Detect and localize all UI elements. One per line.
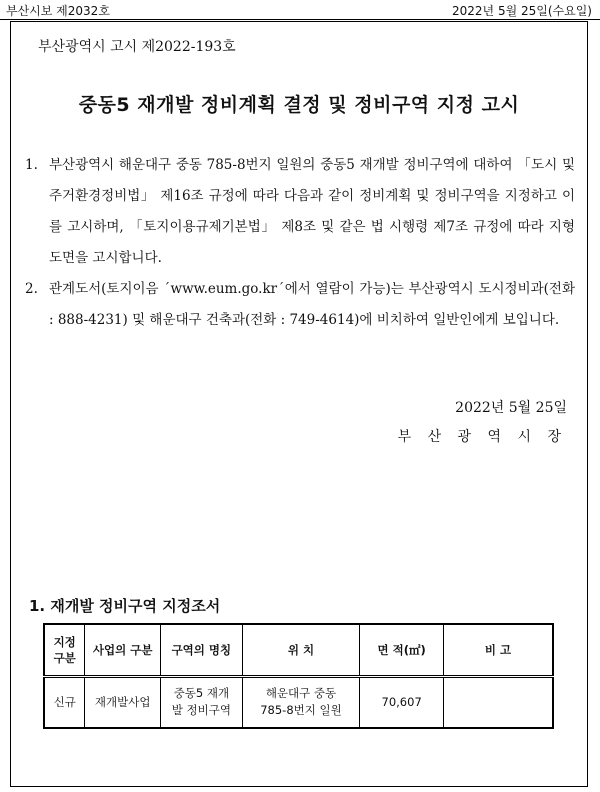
header-location: 위 치 (242, 624, 360, 676)
table-row (44, 676, 553, 728)
item-number: 2. (25, 281, 38, 297)
notice-title: 중동5 재개발 정비계획 결정 및 정비구역 지정 고시 (78, 94, 520, 116)
header-remarks: 비 고 (444, 624, 553, 676)
gazette-issue-number: 부산시보 제2032호 (6, 4, 110, 18)
header-divider (0, 19, 600, 20)
cell-designation-type: 신규 (44, 676, 85, 728)
designation-table (43, 623, 554, 729)
header-designation-type: 지정 구분 (44, 624, 85, 676)
section-title: 1. 재개발 정비구역 지정조서 (29, 597, 221, 615)
cell-remarks (444, 676, 553, 728)
header-area: 면 적(㎡) (360, 624, 444, 676)
cell-zone-name: 중동5 재개발 정비구역 (161, 676, 243, 728)
table-header-row (44, 624, 553, 676)
cell-project-category: 재개발사업 (85, 676, 161, 728)
header-project-category: 사업의 구분 (85, 624, 161, 676)
item-text: 부산광역시 해운대구 중동 785-8번지 일원의 중동5 재개발 정비구역에 대하여 「도시 및 주거환경정비법」 제16조 규정에 따라 다음과 같이 정비계획 및 정비구역을 지정하고 이를 고시하며, 「토지이용규제기본법」 제8조 및 같은 법 시행령 제7조 규정에 따라 지형도면을 고시합니다. (49, 157, 575, 266)
notice-body (25, 150, 575, 336)
gazette-date: 2022년 5월 25일(수요일) (452, 4, 592, 18)
item-number: 1. (25, 157, 38, 173)
cell-location: 해운대구 중동 785-8번지 일원 (242, 676, 360, 728)
notice-frame (10, 21, 588, 787)
header-zone-name: 구역의 명칭 (161, 624, 243, 676)
notice-date: 2022년 5월 25일 (455, 400, 567, 416)
gazette-header (0, 0, 600, 20)
notice-item-2 (25, 274, 575, 336)
cell-area: 70,607 (360, 676, 444, 728)
notice-item-1 (25, 150, 575, 274)
notice-number: 부산광역시 고시 제2022-193호 (38, 39, 236, 55)
notice-issuer: 부 산 광 역 시 장 (397, 429, 567, 445)
item-text: 관계도서(토지이음 ˊwww.eum.go.krˊ에서 열람이 가능)는 부산광역시 도시정비과(전화 : 888-4231) 및 해운대구 건축과(전화 : 749-4614)에 비치하여 일반인에게 보입니다. (49, 281, 575, 328)
